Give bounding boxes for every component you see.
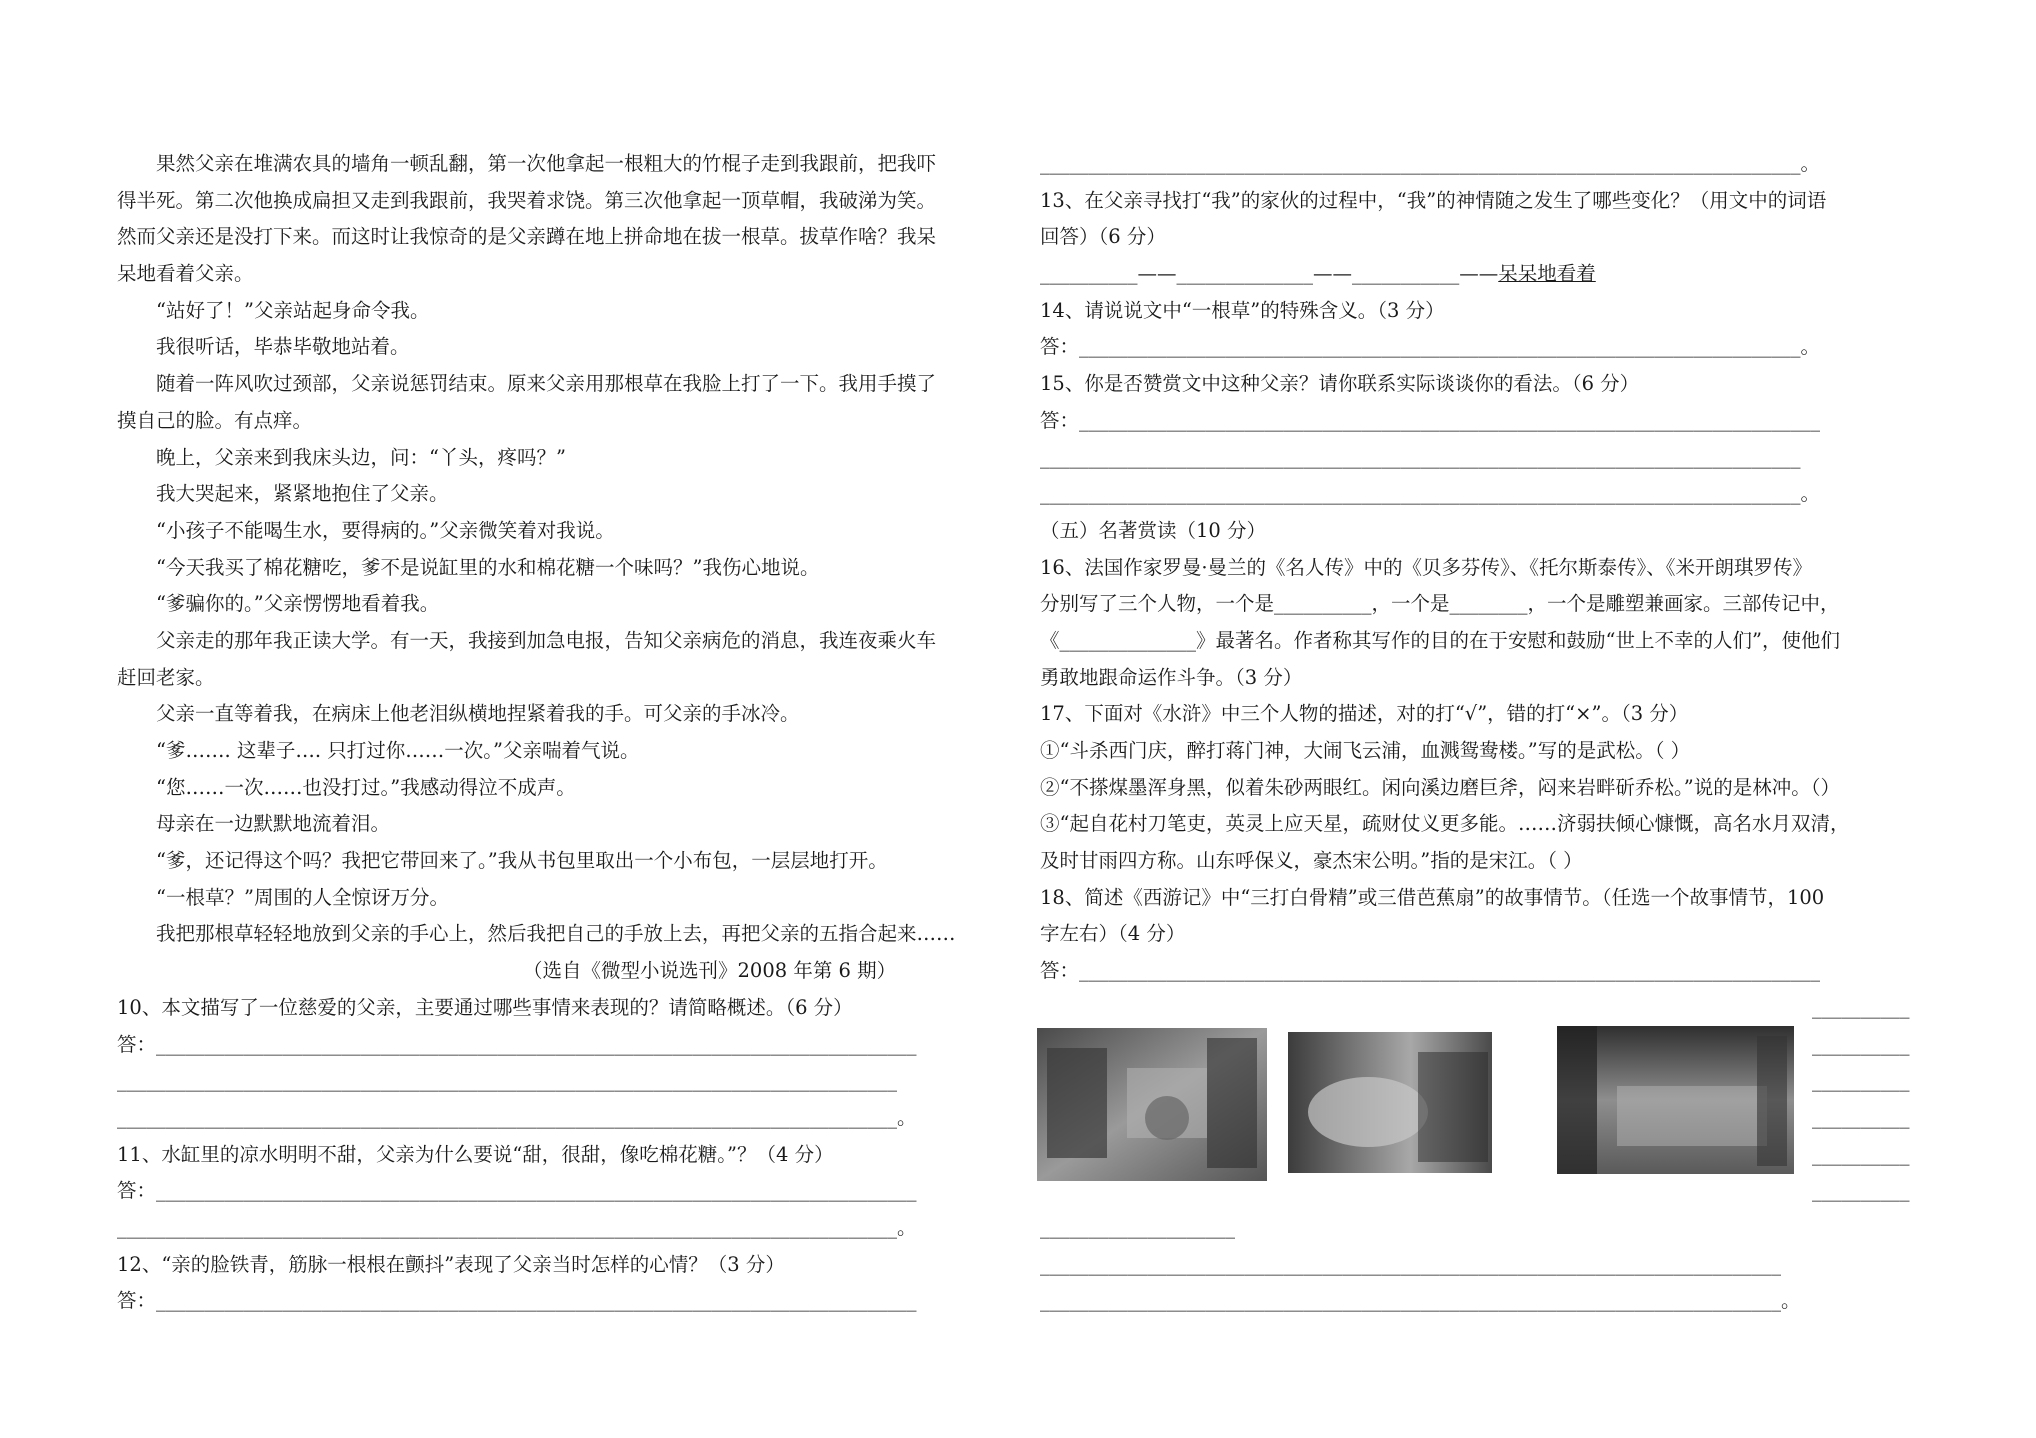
text-line — [1040, 1283, 1922, 1320]
line-text: 12、“亲的脸铁青，筋脉一根根在颤抖”表现了父亲当时怎样的心情？（3 分） — [117, 1252, 785, 1276]
text-line — [117, 440, 997, 477]
text-line — [117, 476, 997, 513]
text-line — [1040, 146, 1922, 183]
line-text: 11、水缸里的凉水明明不甜，父亲为什么要说“甜，很甜，像吃棉花糖。”？（4 分） — [117, 1142, 834, 1166]
photo-3 — [1557, 1026, 1794, 1174]
line-text: 15、你是否赞赏文中这种父亲？请你联系实际谈谈你的看法。（6 分） — [1040, 372, 1640, 396]
text-line — [117, 1100, 997, 1137]
text-line — [117, 623, 997, 660]
line-text: ____________________________________________________________________________。 — [1040, 1289, 1801, 1313]
text-line — [117, 990, 997, 1027]
text-line — [1040, 660, 1922, 697]
text-line — [1812, 990, 1922, 1027]
text-line — [117, 256, 997, 293]
text-line — [1812, 1137, 1922, 1174]
text-line — [117, 550, 997, 587]
text-line — [117, 1247, 997, 1284]
text-line — [1040, 733, 1922, 770]
line-text: 我很听话，毕恭毕敬地站着。 — [156, 335, 410, 359]
line-text: “今天我买了棉花糖吃，爹不是说缸里的水和棉花糖一个味吗？”我伤心地说。 — [156, 555, 820, 579]
line-text: __________ — [1812, 1106, 1910, 1130]
line-text: 18、简述《西游记》中“三打白骨精”或三借芭蕉扇”的故事情节。（任选一个故事情节，100 — [1040, 885, 1825, 909]
photo-3-image — [1557, 1026, 1794, 1174]
line-text: 及时甘雨四方称。山东呼保义，豪杰宋公明。”指的是宋江。（ ） — [1040, 849, 1583, 873]
line-text: __________——______________——___________—— — [1040, 262, 1499, 286]
text-line — [1040, 806, 1922, 843]
text-line — [1040, 770, 1922, 807]
text-line — [117, 660, 997, 697]
line-text: 字左右）（4 分） — [1040, 922, 1186, 946]
line-text: 答：______________________________________________________________________________ — [117, 1179, 917, 1203]
text-line — [117, 953, 997, 990]
text-line — [1040, 293, 1922, 330]
text-line — [117, 586, 997, 623]
bottom-answer-lines — [1040, 1210, 1922, 1320]
line-text: 我大哭起来，紧紧地抱住了父亲。 — [156, 482, 449, 506]
text-line — [1040, 880, 1922, 917]
photo-1-image — [1037, 1028, 1267, 1181]
line-text: ______________________________________________________________________________。 — [1040, 152, 1820, 175]
text-line — [117, 770, 997, 807]
line-text: 答：______________________________________________________________________________ — [117, 1289, 917, 1313]
text-line — [1040, 586, 1922, 623]
text-line — [117, 1283, 997, 1320]
line-text: “爹……. 这辈子…. 只打过你……一次。”父亲喘着气说。 — [156, 739, 640, 762]
text-line — [1040, 403, 1922, 440]
line-text: （选自《微型小说选刊》2008 年第 6 期） — [523, 959, 897, 983]
line-text: ③“起自花村刀笔吏，英灵上应天星，疏财仗义更多能。……济弱扶倾心慷慨，高名水月双清， — [1040, 812, 1850, 836]
text-line — [117, 403, 997, 440]
text-line — [117, 1173, 997, 1210]
text-line — [117, 916, 997, 953]
line-text: ____________________________________________________________________________ — [1040, 1252, 1781, 1276]
text-line — [1040, 953, 1922, 990]
text-line — [117, 219, 997, 256]
line-text: 然而父亲还是没打下来。而这时让我惊奇的是父亲蹲在地上拼命地在拔一根草。拔草作啥？我呆 — [117, 225, 937, 249]
line-text: 答：____________________________________________________________________________ — [1040, 408, 1820, 432]
left-column — [117, 146, 997, 1320]
line-text: 回答）（6 分） — [1040, 225, 1166, 249]
text-line — [117, 513, 997, 550]
text-line — [1040, 513, 1922, 550]
text-line — [1040, 1247, 1922, 1284]
text-line — [117, 880, 997, 917]
line-text: 10、本文描写了一位慈爱的父亲，主要通过哪些事情来表现的？请简略概述。（6 分） — [117, 995, 853, 1019]
line-text: __________ — [1812, 1069, 1910, 1093]
line-text: 晚上，父亲来到我床头边，问：“丫头，疼吗？” — [156, 445, 566, 469]
line-text: ________________________________________________________________________________。 — [117, 1105, 917, 1129]
text-line — [1812, 1027, 1922, 1064]
line-text: ______________________________________________________________________________。 — [1040, 482, 1820, 506]
line-text: “您……一次……也没打过。”我感动得泣不成声。 — [156, 775, 576, 799]
line-text: “小孩子不能喝生水，要得病的。”父亲微笑着对我说。 — [156, 518, 615, 542]
text-line — [1040, 476, 1922, 513]
line-text: 14、请说说文中“一根草”的特殊含义。（3 分） — [1040, 298, 1445, 322]
text-line — [117, 696, 997, 733]
line-text: 17、下面对《水浒》中三个人物的描述，对的打“√”，错的打“×”。（3 分） — [1040, 702, 1689, 726]
text-line — [117, 1210, 997, 1247]
line-text: ____________________ — [1040, 1216, 1235, 1239]
line-text: 得半死。第二次他换成扁担又走到我跟前，我哭着求饶。第三次他拿起一顶草帽，我破涕为笑。 — [117, 188, 937, 212]
line-text: （五）名著赏读（10 分） — [1040, 518, 1267, 542]
text-line — [117, 806, 997, 843]
line-text: 果然父亲在堆满农具的墙角一顿乱翻，第一次他拿起一根粗大的竹棍子走到我跟前，把我吓 — [156, 152, 937, 175]
line-text: ______________________________________________________________________________ — [1040, 445, 1801, 469]
text-line — [1812, 1100, 1922, 1137]
text-line — [1040, 219, 1922, 256]
line-text: “一根草？”周围的人全惊讶万分。 — [156, 885, 449, 909]
text-line — [117, 329, 997, 366]
line-text: “爹骗你的。”父亲愣愣地看着我。 — [156, 592, 440, 616]
line-text: ________________________________________________________________________________ — [117, 1069, 897, 1093]
text-line — [1040, 843, 1922, 880]
line-text: __________ — [1812, 1032, 1910, 1056]
line-text: 《______________》最著名。作者称其写作的目的在于安慰和鼓励“世上不幸的人们”，使他们 — [1040, 628, 1840, 652]
text-line — [1812, 1063, 1922, 1100]
line-text: ________________________________________________________________________________。 — [117, 1215, 917, 1239]
text-line — [117, 1063, 997, 1100]
text-line — [1040, 696, 1922, 733]
line-text: __________ — [1812, 996, 1910, 1019]
line-text: 摸自己的脸。有点痒。 — [117, 408, 313, 432]
text-line — [117, 1137, 997, 1174]
text-line — [1040, 916, 1922, 953]
text-line — [117, 1027, 997, 1064]
line-text: 16、法国作家罗曼·曼兰的《名人传》中的《贝多芬传》、《托尔斯泰传》、《米开朗琪罗传》 — [1040, 555, 1813, 579]
line-text: 答：______________________________________________________________________________ — [117, 1032, 917, 1056]
answer-example: 呆呆地看着 — [1498, 262, 1596, 286]
photo-1 — [1037, 1028, 1267, 1181]
line-text: ②“不搽煤墨浑身黑，似着朱砂两眼红。闲向溪边磨巨斧，闷来岩畔斫乔松。”说的是林冲。（） — [1040, 775, 1840, 799]
text-line — [1040, 623, 1922, 660]
photo-2-image — [1288, 1032, 1492, 1173]
line-text: 赶回老家。 — [117, 665, 215, 689]
line-text: 答：____________________________________________________________________________ — [1040, 959, 1820, 983]
text-line — [1040, 550, 1922, 587]
text-line — [1812, 1173, 1922, 1210]
line-text: ①“斗杀西门庆，醉打蒋门神，大闹飞云浦，血溅鸳鸯楼。”写的是武松。（ ） — [1040, 739, 1691, 762]
line-text: “爹，还记得这个吗？我把它带回来了。”我从书包里取出一个小布包，一层层地打开。 — [156, 849, 888, 873]
text-line — [117, 146, 997, 183]
line-text: 呆地看着父亲。 — [117, 262, 254, 286]
line-text: 我把那根草轻轻地放到父亲的手心上，然后我把自己的手放上去，再把父亲的五指合起来…… — [156, 922, 956, 946]
text-line — [117, 843, 997, 880]
line-text: 父亲一直等着我，在病床上他老泪纵横地捏紧着我的手。可父亲的手冰冷。 — [156, 702, 800, 726]
text-line — [1040, 256, 1922, 293]
line-text: 勇敢地跟命运作斗争。（3 分） — [1040, 665, 1303, 689]
line-text: 分别写了三个人物，一个是__________，一个是________，一个是雕塑兼画家。三部传记中， — [1040, 592, 1840, 616]
text-line — [1040, 366, 1922, 403]
side-answer-lines — [1812, 990, 1922, 1210]
text-line — [117, 183, 997, 220]
text-line — [117, 733, 997, 770]
line-text: “站好了！”父亲站起身命令我。 — [156, 298, 430, 322]
text-line — [117, 366, 997, 403]
text-line — [1040, 329, 1922, 366]
photo-2 — [1288, 1032, 1492, 1173]
line-text: 父亲走的那年我正读大学。有一天，我接到加急电报，告知父亲病危的消息，我连夜乘火车 — [156, 628, 937, 652]
line-text: 母亲在一边默默地流着泪。 — [156, 812, 391, 836]
line-text: __________ — [1812, 1142, 1910, 1166]
text-line — [1040, 183, 1922, 220]
text-line — [117, 293, 997, 330]
right-column — [1040, 146, 1922, 990]
line-text: 答：__________________________________________________________________________。 — [1040, 335, 1820, 359]
text-line — [1040, 440, 1922, 477]
line-text: __________ — [1812, 1179, 1910, 1203]
line-text: 随着一阵风吹过颈部，父亲说惩罚结束。原来父亲用那根草在我脸上打了一下。我用手摸了 — [156, 372, 937, 396]
text-line — [1040, 1210, 1922, 1247]
line-text: 13、在父亲寻找打“我”的家伙的过程中，“我”的神情随之发生了哪些变化？（用文中的词语 — [1040, 188, 1827, 212]
